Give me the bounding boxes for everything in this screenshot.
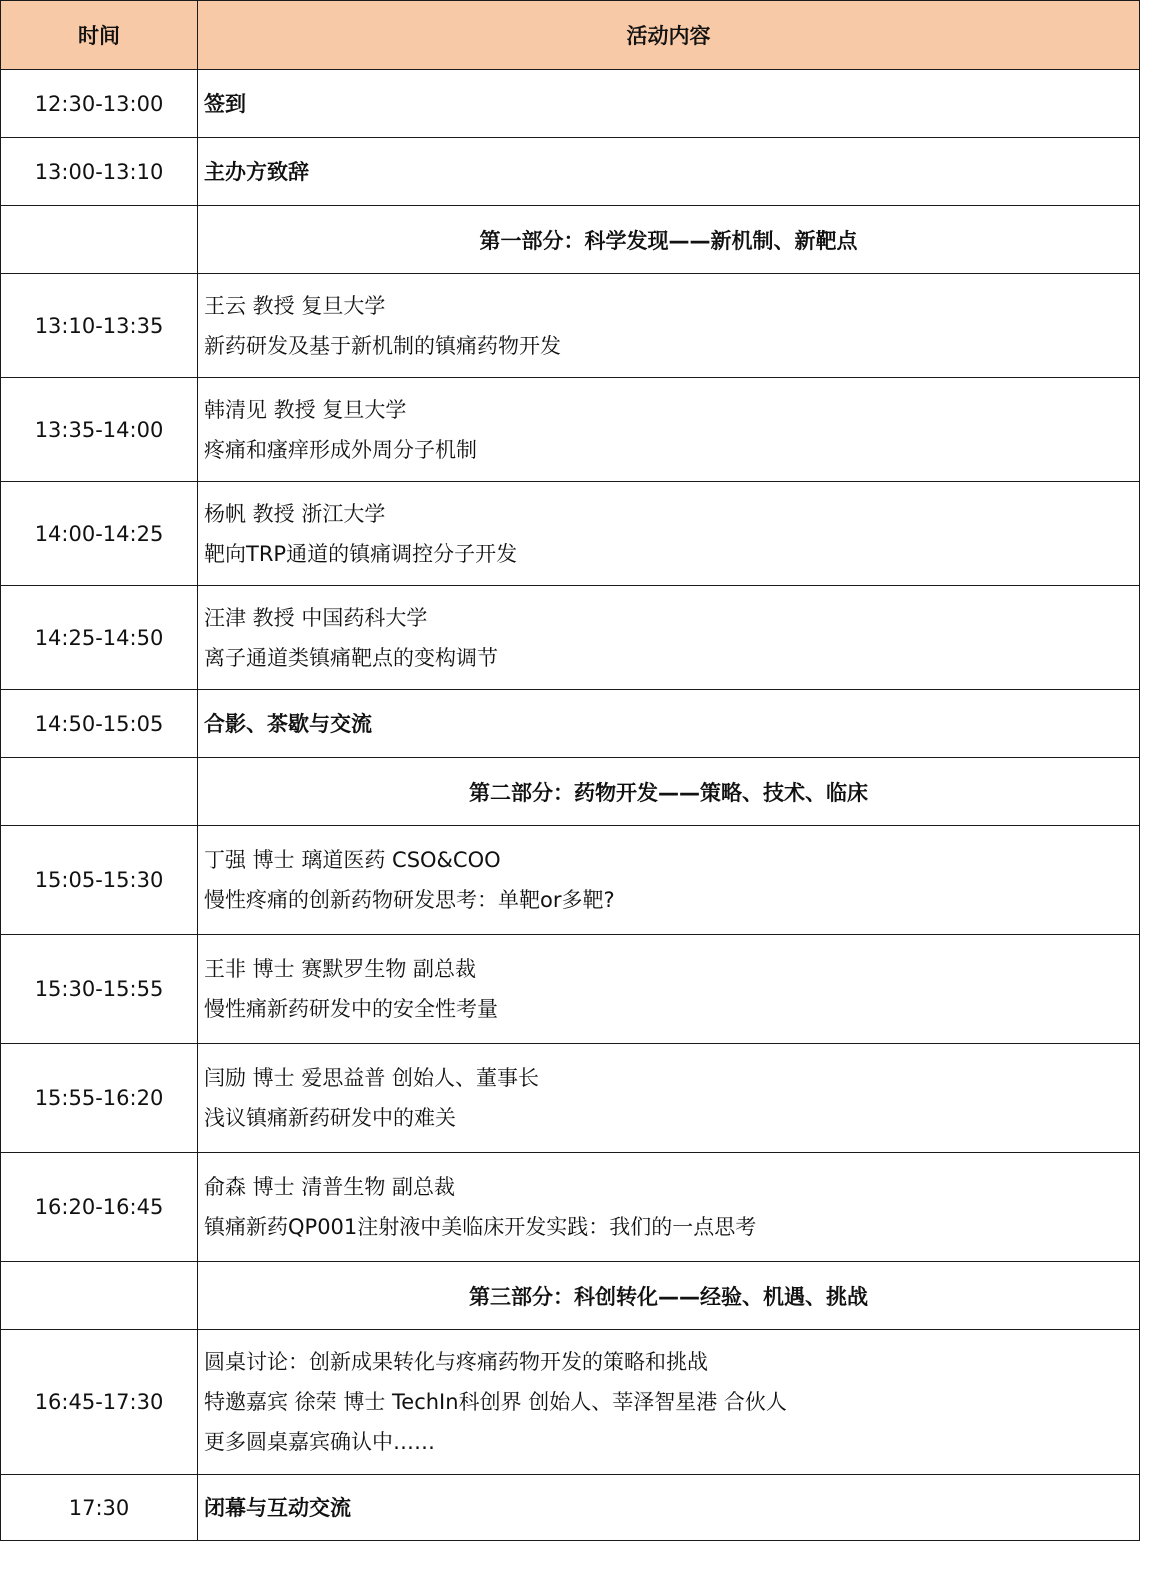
content-line: 合影、茶歇与交流 xyxy=(204,711,372,736)
panel-guest-line: 特邀嘉宾 徐荣 博士 TechIn科创界 创始人、莘泽智星港 合伙人 xyxy=(204,1390,787,1414)
agenda-row xyxy=(1,586,1140,690)
agenda-row xyxy=(1,70,1140,138)
speaker-line: 王云 教授 复旦大学 xyxy=(204,293,386,318)
time-cell: 17:30 xyxy=(1,1475,198,1541)
section-title: 第三部分：科创转化——经验、机遇、挑战 xyxy=(198,1262,1140,1330)
content-line: 签到 xyxy=(204,91,246,116)
speaker-line: 汪津 教授 中国药科大学 xyxy=(204,605,428,630)
time-cell: 15:55-16:20 xyxy=(1,1044,198,1153)
content-cell xyxy=(198,482,1140,586)
header-row xyxy=(1,1,1140,70)
content-cell xyxy=(198,690,1140,758)
time-cell: 16:45-17:30 xyxy=(1,1330,198,1475)
speaker-line: 闫励 博士 爱思益普 创始人、董事长 xyxy=(204,1066,540,1090)
speaker-line: 丁强 博士 璃道医药 CSO&COO xyxy=(204,848,501,872)
agenda-row xyxy=(1,1475,1140,1541)
talk-title-line: 离子通道类镇痛靶点的变构调节 xyxy=(204,645,498,670)
speaker-line: 杨帆 教授 浙江大学 xyxy=(204,501,386,526)
agenda-row xyxy=(1,482,1140,586)
section-row xyxy=(1,206,1140,274)
content-line: 主办方致辞 xyxy=(204,159,309,184)
time-cell: 13:00-13:10 xyxy=(1,138,198,206)
content-cell xyxy=(198,274,1140,378)
agenda-row xyxy=(1,378,1140,482)
content-cell xyxy=(198,138,1140,206)
content-cell xyxy=(198,70,1140,138)
agenda-row xyxy=(1,274,1140,378)
content-header: 活动内容 xyxy=(198,1,1140,70)
empty-time-cell xyxy=(1,206,198,274)
time-cell: 14:50-15:05 xyxy=(1,690,198,758)
talk-title-line: 靶向TRP通道的镇痛调控分子开发 xyxy=(204,541,518,566)
time-cell: 14:25-14:50 xyxy=(1,586,198,690)
talk-title-line: 镇痛新药QP001注射液中美临床开发实践：我们的一点思考 xyxy=(204,1215,757,1239)
time-cell: 12:30-13:00 xyxy=(1,70,198,138)
agenda-row xyxy=(1,138,1140,206)
content-cell xyxy=(198,826,1140,935)
panel-title-line: 圆桌讨论：创新成果转化与疼痛药物开发的策略和挑战 xyxy=(204,1350,708,1374)
section-row xyxy=(1,758,1140,826)
content-cell xyxy=(198,1330,1140,1475)
section-row xyxy=(1,1262,1140,1330)
content-cell xyxy=(198,1475,1140,1541)
time-cell: 14:00-14:25 xyxy=(1,482,198,586)
content-line: 闭幕与互动交流 xyxy=(204,1495,351,1520)
agenda-row xyxy=(1,1044,1140,1153)
time-cell: 15:30-15:55 xyxy=(1,935,198,1044)
agenda-row xyxy=(1,826,1140,935)
talk-title-line: 慢性疼痛的创新药物研发思考：单靶or多靶? xyxy=(204,888,615,912)
content-cell xyxy=(198,1153,1140,1262)
empty-time-cell xyxy=(1,758,198,826)
time-cell: 13:10-13:35 xyxy=(1,274,198,378)
agenda-row xyxy=(1,935,1140,1044)
section-title: 第二部分：药物开发——策略、技术、临床 xyxy=(198,758,1140,826)
talk-title-line: 慢性痛新药研发中的安全性考量 xyxy=(204,997,498,1021)
time-cell: 13:35-14:00 xyxy=(1,378,198,482)
section-title: 第一部分：科学发现——新机制、新靶点 xyxy=(198,206,1140,274)
time-cell: 15:05-15:30 xyxy=(1,826,198,935)
content-cell xyxy=(198,586,1140,690)
talk-title-line: 疼痛和瘙痒形成外周分子机制 xyxy=(204,437,477,462)
talk-title-line: 浅议镇痛新药研发中的难关 xyxy=(204,1106,456,1130)
panel-note-line: 更多圆桌嘉宾确认中…… xyxy=(204,1430,435,1454)
time-cell: 16:20-16:45 xyxy=(1,1153,198,1262)
agenda-row xyxy=(1,1153,1140,1262)
agenda-row xyxy=(1,690,1140,758)
content-cell xyxy=(198,935,1140,1044)
talk-title-line: 新药研发及基于新机制的镇痛药物开发 xyxy=(204,333,561,358)
time-header: 时间 xyxy=(1,1,198,70)
content-cell xyxy=(198,1044,1140,1153)
agenda-row xyxy=(1,1330,1140,1475)
speaker-line: 王非 博士 赛默罗生物 副总裁 xyxy=(204,957,477,981)
empty-time-cell xyxy=(1,1262,198,1330)
content-cell xyxy=(198,378,1140,482)
speaker-line: 俞森 博士 清普生物 副总裁 xyxy=(204,1175,456,1199)
speaker-line: 韩清见 教授 复旦大学 xyxy=(204,397,407,422)
